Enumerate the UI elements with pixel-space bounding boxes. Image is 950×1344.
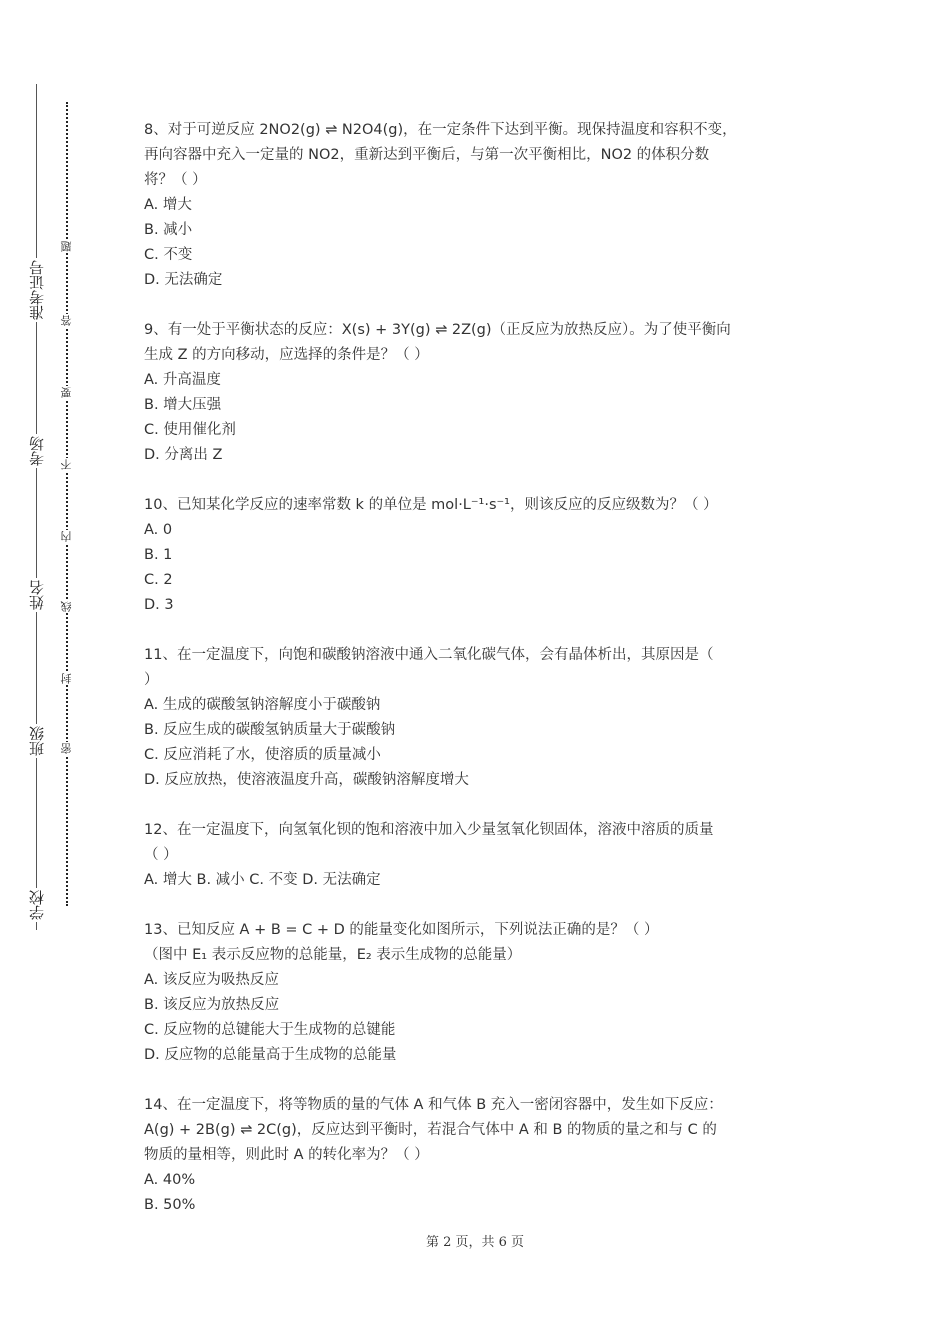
option-d: D. 反应物的总能量高于生成物的总能量 [144, 1047, 397, 1063]
margin-dotted-line [66, 102, 68, 906]
seal-char: 题 [58, 240, 76, 253]
question-stem-line: 9、有一处于平衡状态的反应：X(s) + 3Y(g) ⇌ 2Z(g)（正反应为放热反应）。为了使平衡向 [144, 322, 731, 338]
option-a: A. 40% [144, 1172, 196, 1188]
option-a: A. 生成的碳酸氢钠溶解度小于碳酸钠 [144, 697, 381, 713]
options-inline: A. 增大 B. 减小 C. 不变 D. 无法确定 [144, 872, 381, 888]
option-b: B. 减小 [144, 222, 193, 238]
option-b: B. 50% [144, 1197, 196, 1213]
question-13 [144, 918, 816, 1068]
question-stem-line: 物质的量相等，则此时 A 的转化率为？（ ） [144, 1147, 429, 1163]
question-stem-line: 再向容器中充入一定量的 NO2，重新达到平衡后，与第一次平衡相比，NO2 的体积分数 [144, 147, 710, 163]
seal-char: 内 [58, 530, 76, 543]
question-stem-line: （图中 E₁ 表示反应物的总能量，E₂ 表示生成物的总能量） [144, 947, 522, 963]
margin-solid-line [36, 84, 37, 930]
question-10 [144, 493, 816, 618]
question-stem-line: 生成 Z 的方向移动，应选择的条件是？（ ） [144, 347, 429, 363]
seal-char: 不 [58, 458, 76, 471]
question-stem-line: （ ） [144, 847, 178, 863]
question-stem-line: 10、已知某化学反应的速率常数 k 的单位是 mol·L⁻¹·s⁻¹，则该反应的反应级数为？（ ） [144, 497, 718, 513]
question-12 [144, 818, 816, 893]
question-14 [144, 1093, 816, 1218]
option-b: B. 1 [144, 547, 173, 563]
field-label-class: 班级 [22, 724, 52, 758]
field-label-name: 姓名 [22, 578, 52, 612]
question-11 [144, 643, 816, 793]
question-stem-line: 12、在一定温度下，向氢氧化钡的饱和溶液中加入少量氢氧化钡固体，溶液中溶质的质量 [144, 822, 714, 838]
page-number: 第 2 页，共 6 页 [425, 1235, 525, 1250]
option-a: A. 0 [144, 522, 173, 538]
option-a: A. 增大 [144, 197, 192, 213]
option-c: C. 不变 [144, 247, 193, 263]
option-d: D. 分离出 Z [144, 447, 223, 463]
option-d: D. 反应放热，使溶液温度升高，碳酸钠溶解度增大 [144, 772, 469, 788]
field-label-school: 学校 [22, 888, 52, 922]
question-list [144, 118, 816, 1243]
question-stem-line: A(g) + 2B(g) ⇌ 2C(g)，反应达到平衡时，若混合气体中 A 和 B 的物质的量之和与 C 的 [144, 1122, 717, 1138]
option-a: A. 升高温度 [144, 372, 221, 388]
option-b: B. 该反应为放热反应 [144, 997, 280, 1013]
option-b: B. 反应生成的碳酸氢钠质量大于碳酸钠 [144, 722, 396, 738]
option-c: C. 2 [144, 572, 173, 588]
option-c: C. 反应物的总键能大于生成物的总键能 [144, 1022, 396, 1038]
question-9 [144, 318, 816, 468]
field-label-exam-number: 准考证号 [22, 258, 52, 322]
option-c: C. 使用催化剂 [144, 422, 236, 438]
field-label-exam-room: 考场 [22, 434, 52, 468]
seal-char: 密 [58, 742, 76, 755]
question-stem-line: ） [144, 672, 159, 688]
question-stem-line: 将？（ ） [144, 172, 207, 188]
option-a: A. 该反应为吸热反应 [144, 972, 279, 988]
option-b: B. 增大压强 [144, 397, 222, 413]
question-stem-line: 13、已知反应 A + B = C + D 的能量变化如图所示，下列说法正确的是？（ ） [144, 922, 659, 938]
option-d: D. 无法确定 [144, 272, 223, 288]
seal-char: 要 [58, 386, 76, 399]
question-stem-line: 14、在一定温度下，将等物质的量的气体 A 和气体 B 充入一密闭容器中，发生如下反应： [144, 1097, 723, 1113]
question-stem-line: 8、对于可逆反应 2NO2(g) ⇌ N2O4(g)，在一定条件下达到平衡。现保持温度和容积不变， [144, 122, 737, 138]
option-c: C. 反应消耗了水，使溶质的质量减小 [144, 747, 381, 763]
question-stem-line: 11、在一定温度下，向饱和碳酸钠溶液中通入二氧化碳气体，会有晶体析出，其原因是（ [144, 647, 714, 663]
question-8 [144, 118, 816, 293]
seal-char: 答 [58, 314, 76, 327]
option-d: D. 3 [144, 597, 174, 613]
seal-char: 线 [58, 600, 76, 613]
seal-char: 封 [58, 672, 76, 685]
